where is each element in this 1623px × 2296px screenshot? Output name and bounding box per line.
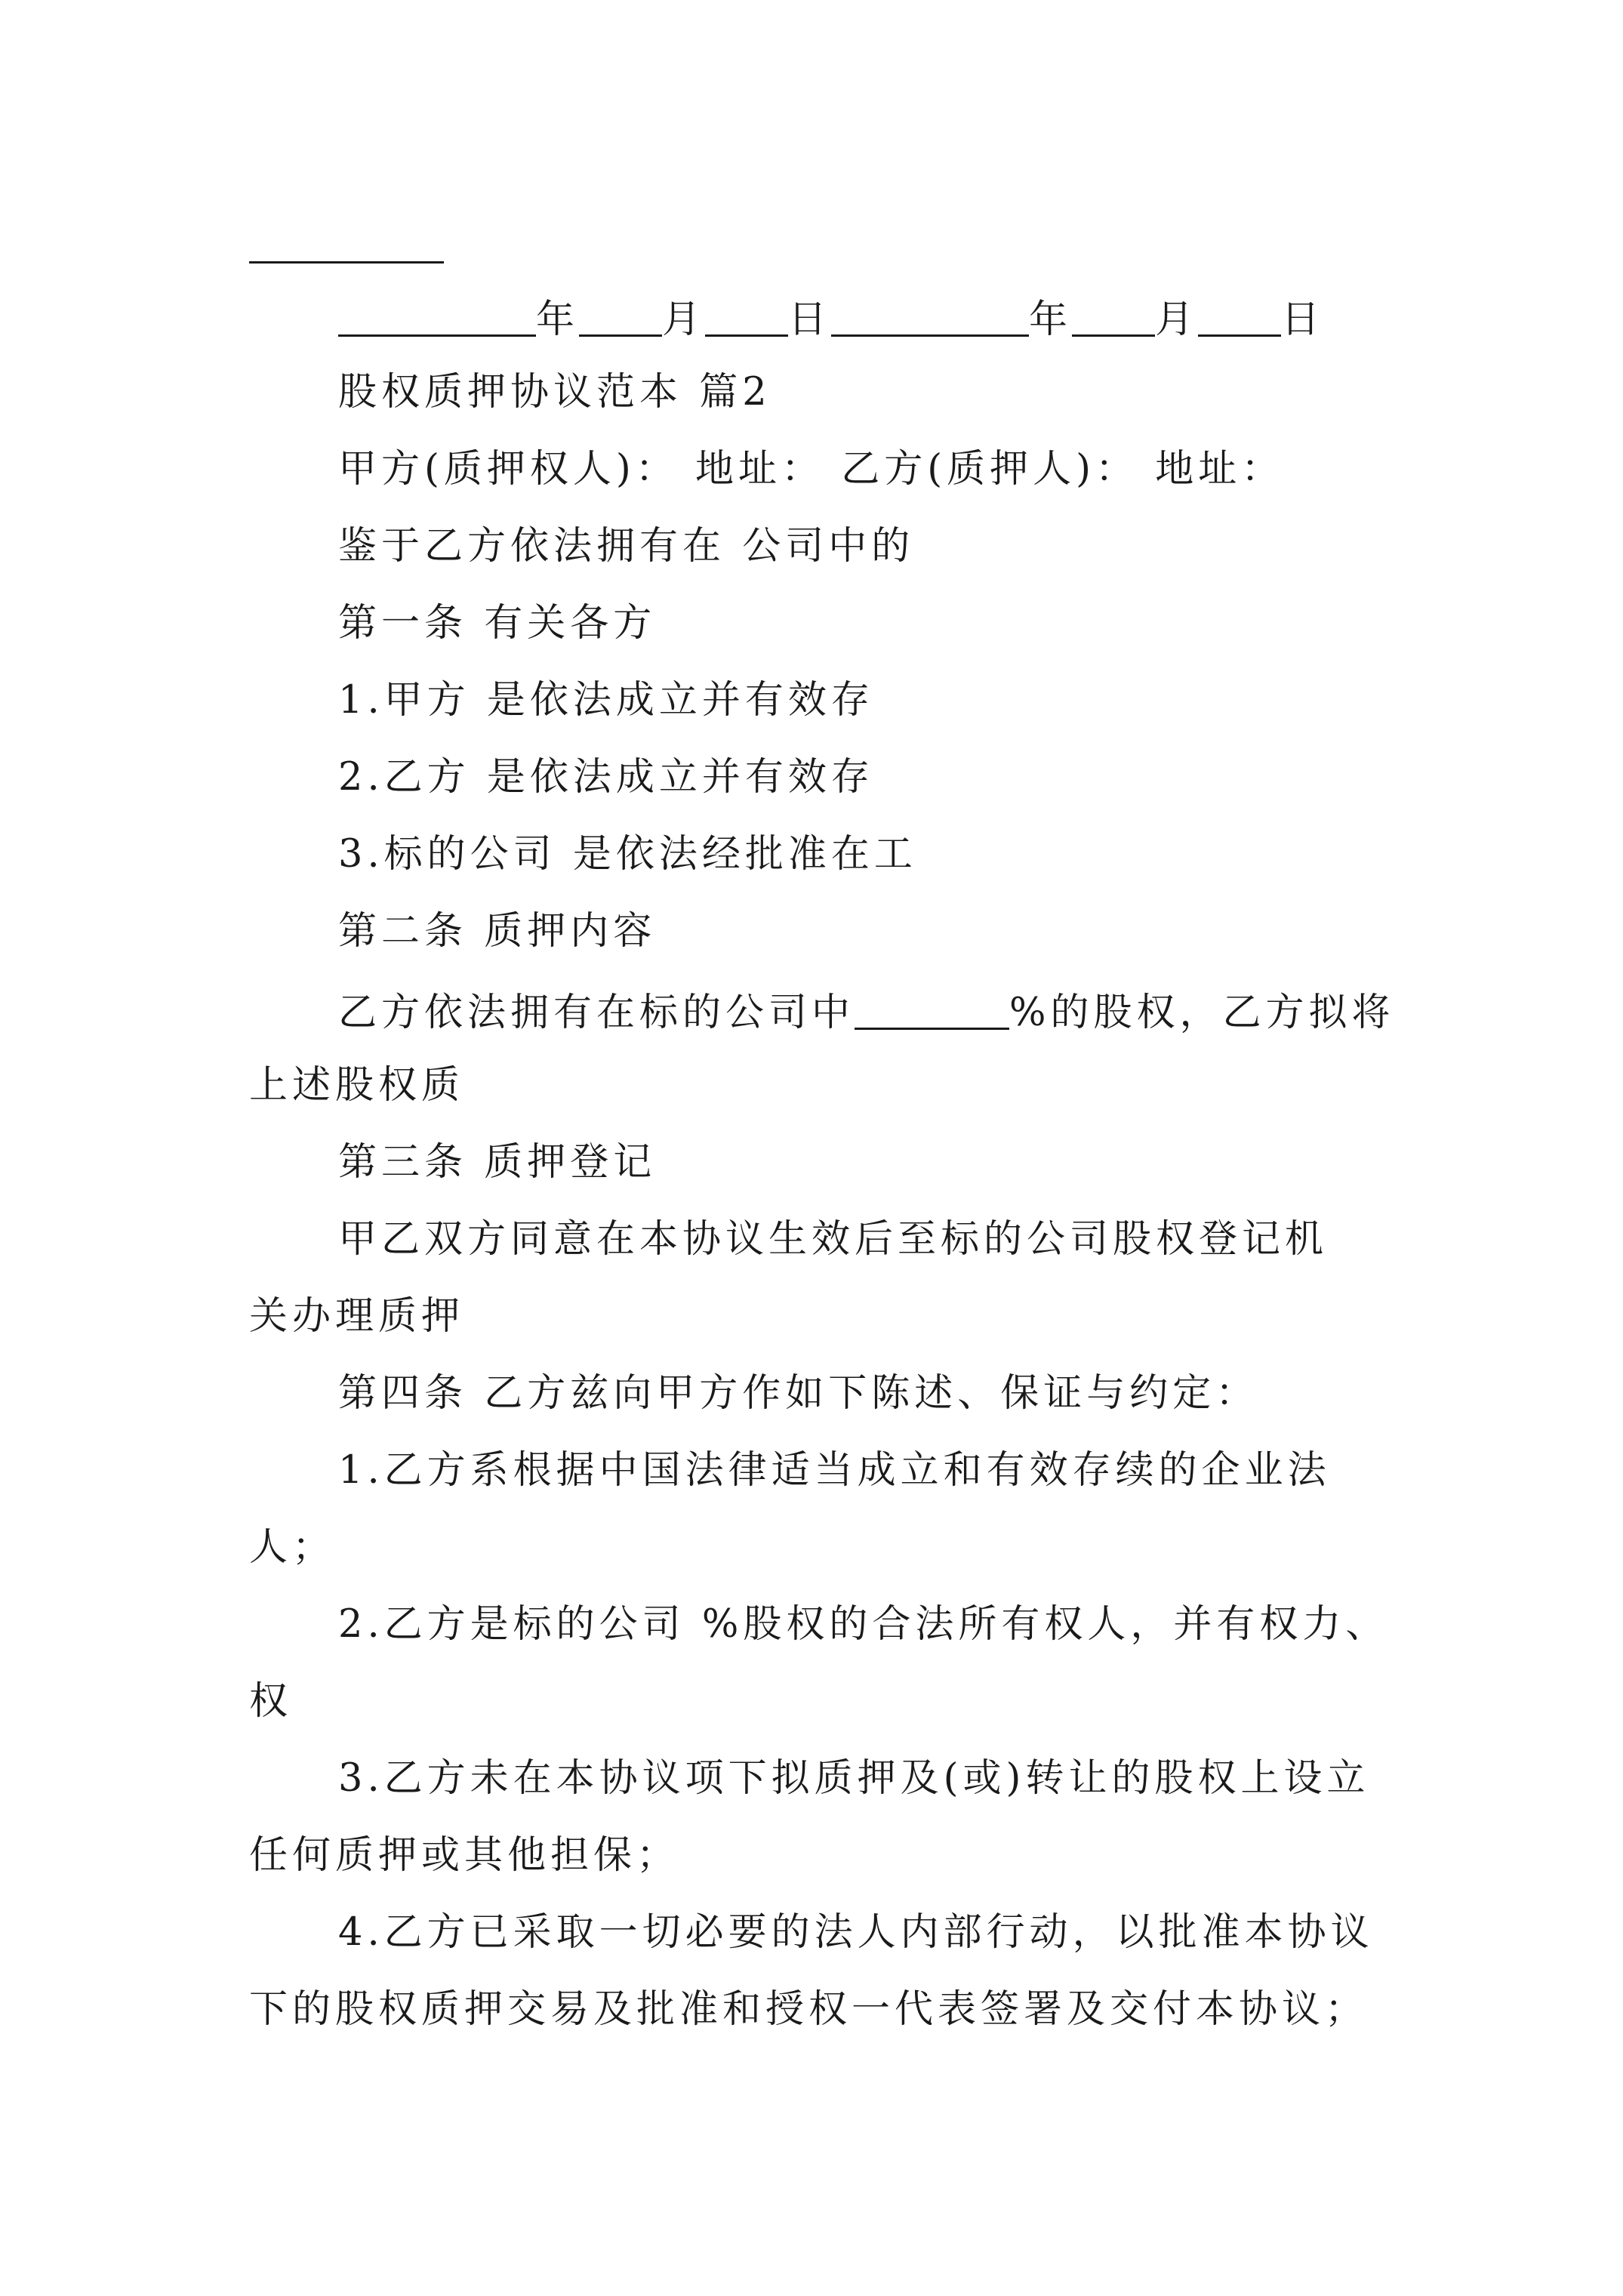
article-1-item-3: 3.标的公司 是依法经批准在工 [338,832,917,877]
year-label-2: 年 [1029,297,1073,342]
year-blank-1 [338,296,536,337]
day-label-2: 日 [1281,297,1325,342]
article-4-item-1-cont: 人； [249,1525,336,1570]
article-2-paragraph [338,989,1395,1035]
parties-line: 甲方(质押权人)： 地址： 乙方(质押人)： 地址： [338,447,1285,492]
year-blank-2 [831,296,1029,337]
article-3-paragraph-cont: 关办理质押 [249,1294,465,1339]
month-label-2: 月 [1155,297,1199,342]
article-1-item-1: 1.甲方 是依法成立并有效存 [338,678,874,723]
month-blank-1 [579,296,662,337]
year-label-1: 年 [536,297,580,342]
article-4-item-4-cont: 下的股权质押交易及批准和授权一代表签署及交付本协议； [249,1987,1369,2032]
article-4-item-2-cont: 权 [249,1679,293,1724]
month-blank-2 [1072,296,1155,337]
article-3-heading: 第三条 质押登记 [338,1140,657,1185]
article-4-heading: 第四条 乙方兹向甲方作如下陈述、保证与约定： [338,1371,1259,1416]
article-4-item-2: 2.乙方是标的公司 %股权的合法所有权人，并有权力、 [338,1602,1389,1647]
day-label-1: 日 [788,297,832,342]
article-1-item-2: 2.乙方 是依法成立并有效存 [338,755,874,800]
month-label-1: 月 [662,297,706,342]
article-2-heading: 第二条 质押内容 [338,909,657,954]
article-4-item-3-cont: 任何质押或其他担保； [249,1833,680,1878]
article-4-item-1: 1.乙方系根据中国法律适当成立和有效存续的企业法 [338,1448,1331,1493]
date-line [338,296,1325,342]
section-title: 股权质押协议范本 篇2 [338,370,771,415]
article-2-text-b: %的股权，乙方拟将 [1009,990,1395,1035]
article-2-paragraph-cont: 上述股权质 [249,1063,465,1108]
day-blank-2 [1198,296,1281,337]
day-blank-1 [705,296,788,337]
article-4-item-3: 3.乙方未在本协议项下拟质押及(或)转让的股权上设立 [338,1756,1370,1801]
article-4-item-4: 4.乙方已采取一切必要的法人内部行动，以批准本协议 [338,1910,1374,1955]
article-1-heading: 第一条 有关各方 [338,601,657,646]
article-2-text-a: 乙方依法拥有在标的公司中 [338,990,855,1035]
signature-blank-line [249,261,444,264]
recital-paragraph: 鉴于乙方依法拥有在 公司中的 [338,524,915,569]
article-3-paragraph: 甲乙双方同意在本协议生效后至标的公司股权登记机 [338,1217,1329,1262]
percentage-blank [855,989,1009,1030]
